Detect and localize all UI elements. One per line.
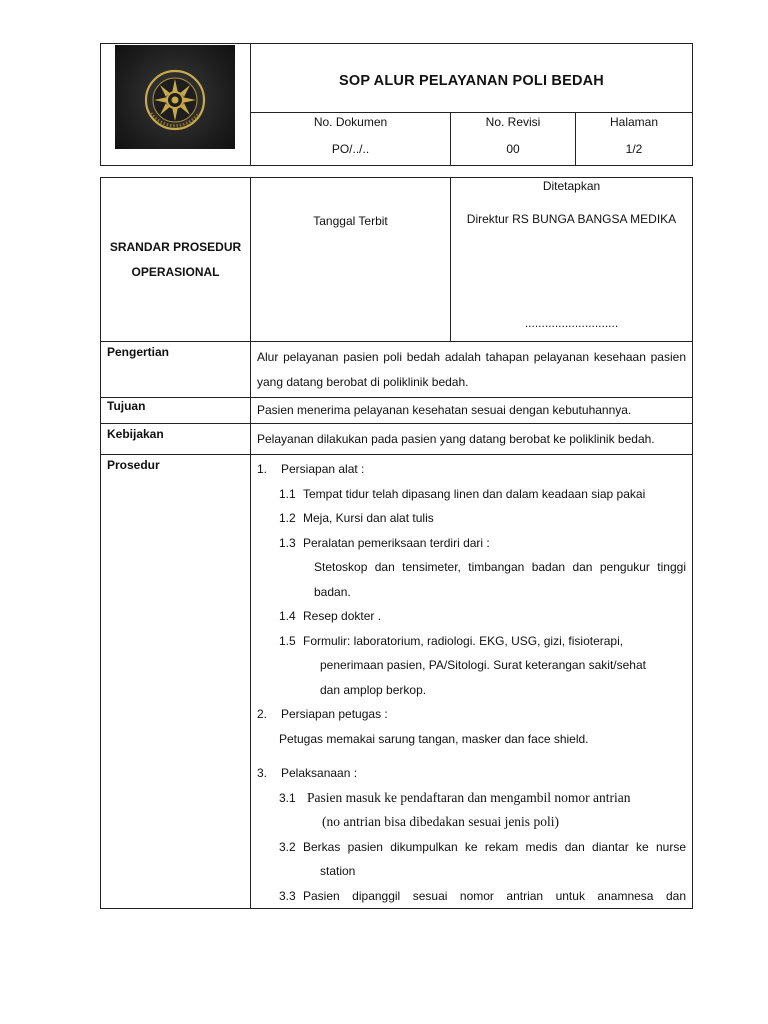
list-item: 1.3 Peralatan pemeriksaan terdiri dari : bbox=[279, 535, 490, 550]
list-item: 3.1 Pasien masuk ke pendaftaran dan mengambil nomor antrian bbox=[279, 789, 631, 805]
no-dokumen-cell bbox=[251, 113, 451, 166]
list-item: 1. Persiapan alat : bbox=[257, 462, 365, 476]
spo-name: SRANDAR PROSEDUR OPERASIONAL bbox=[109, 239, 242, 279]
document-title: SOP ALUR PELAYANAN POLI BEDAH bbox=[251, 44, 693, 113]
tanggal-terbit-label: Tanggal Terbit bbox=[313, 214, 388, 228]
kebijakan-label: Kebijakan bbox=[101, 423, 251, 455]
no-dokumen-value: PO/../.. bbox=[331, 142, 370, 156]
hospital-emblem-icon bbox=[115, 45, 235, 149]
list-item: 2. Persiapan petugas : bbox=[257, 707, 388, 721]
logo bbox=[115, 45, 235, 149]
list-item-continuation: dan amplop berkop. bbox=[320, 682, 427, 697]
direktur-label: Direktur RS BUNGA BANGSA MEDIKA bbox=[466, 212, 677, 226]
list-item: 3. Pelaksanaan : bbox=[257, 766, 358, 780]
tujuan-text: Pasien menerima pelayanan kesehatan sesuai dengan kebutuhannya. bbox=[251, 398, 693, 424]
document-header-table bbox=[100, 43, 693, 166]
list-item-detail: Stetoskop dan tensimeter, timbangan badan dan pengukur tinggi badan. bbox=[314, 560, 686, 599]
prosedur-content bbox=[251, 455, 693, 909]
halaman-cell bbox=[576, 113, 693, 166]
halaman-value: 1/2 bbox=[625, 142, 643, 156]
tanggal-terbit-cell bbox=[251, 178, 451, 342]
kebijakan-text: Pelayanan dilakukan pada pasien yang datang berobat ke poliklinik bedah. bbox=[251, 423, 693, 455]
pengertian-label: Pengertian bbox=[101, 342, 251, 398]
ditetapkan-label: Ditetapkan bbox=[542, 179, 601, 193]
no-revisi-label: No. Revisi bbox=[485, 115, 541, 129]
no-dokumen-label: No. Dokumen bbox=[313, 115, 388, 129]
pengertian-text: Alur pelayanan pasien poli bedah adalah tahapan pelayanan kesehaan pasien yang datang berobat di poliklinik bedah. bbox=[251, 342, 693, 398]
no-revisi-value: 00 bbox=[506, 142, 520, 156]
list-item-continuation: station bbox=[320, 864, 356, 878]
list-item: 1.5 Formulir: laboratorium, radiologi. EKG, USG, gizi, fisioterapi, bbox=[279, 633, 624, 648]
halaman-label: Halaman bbox=[609, 115, 659, 129]
list-item: 1.2 Meja, Kursi dan alat tulis bbox=[279, 511, 434, 525]
tujuan-label: Tujuan bbox=[101, 398, 251, 424]
no-revisi-cell bbox=[451, 113, 576, 166]
signature-line: ............................ bbox=[524, 316, 619, 330]
ditetapkan-cell bbox=[451, 178, 693, 342]
list-item-continuation: penerimaan pasien, PA/Sitologi. Surat keterangan sakit/sehat bbox=[320, 658, 646, 672]
spo-name-cell bbox=[101, 178, 251, 342]
list-item: 3.2 Berkas pasien dikumpulkan ke rekam medis dan diantar ke nurse bbox=[279, 839, 686, 854]
list-item-detail: Petugas memakai sarung tangan, masker dan face shield. bbox=[279, 731, 589, 746]
list-item-continuation: (no antrian bisa dibedakan sesuai jenis poli) bbox=[322, 814, 559, 829]
list-item: 1.1 Tempat tidur telah dipasang linen dan dalam keadaan siap pakai bbox=[279, 486, 646, 501]
list-item: 1.4 Resep dokter . bbox=[279, 609, 382, 623]
prosedur-label: Prosedur bbox=[101, 455, 251, 909]
sop-body-table bbox=[100, 177, 693, 909]
list-item: 3.3 Pasien dipanggil sesuai nomor antrian untuk anamnesa dan bbox=[279, 888, 686, 903]
logo-cell bbox=[101, 44, 251, 166]
